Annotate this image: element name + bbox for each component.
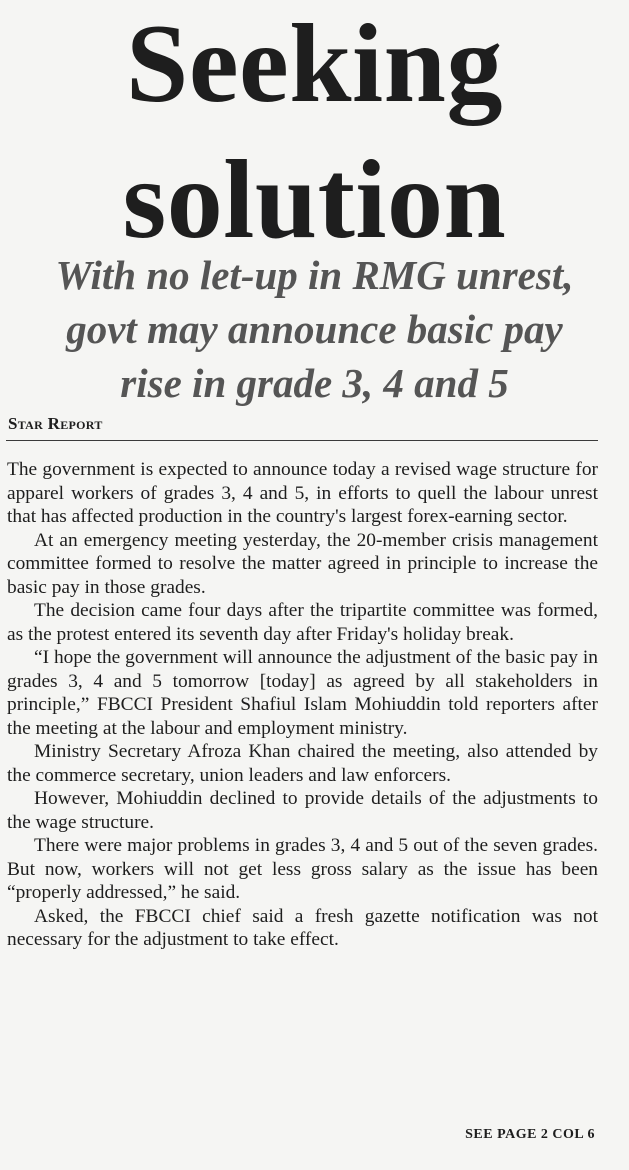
- article-body: [7, 458, 598, 952]
- article-paragraph: The decision came four days after the tripartite committee was formed, as the protest entered its seventh day after Friday's holiday break.: [7, 600, 598, 645]
- article-paragraph: “I hope the government will announce the adjustment of the basic pay in grades 3, 4 and 5 tomorrow [today] as agreed by all stakeholders in principle,” FBCCI President Shafiul Islam Mohiuddin told reporters after the meeting at the labour and employment ministry.: [7, 647, 598, 739]
- continuation-note: SEE PAGE 2 COL 6: [465, 1127, 595, 1142]
- byline: Star Report: [8, 414, 103, 433]
- article-paragraph: However, Mohiuddin declined to provide details of the adjustments to the wage structure.: [7, 788, 598, 833]
- article-paragraph: There were major problems in grades 3, 4 and 5 out of the seven grades. But now, workers will not get less gross salary as the issue has been “properly addressed,” he said.: [7, 835, 598, 903]
- subheadline-line-1: With no let-up in RMG unrest,: [55, 252, 574, 298]
- headline-line-1: Seeking: [126, 2, 503, 126]
- article-paragraph: At an emergency meeting yesterday, the 20-member crisis management committee formed to resolve the matter agreed in principle to increase the basic pay in those grades.: [7, 529, 598, 598]
- byline-divider: [6, 440, 598, 441]
- article-paragraph: Ministry Secretary Afroza Khan chaired the meeting, also attended by the commerce secretary, union leaders and law enforcers.: [7, 741, 598, 786]
- headline-line-2: solution: [122, 138, 507, 262]
- subheadline-line-3: rise in grade 3, 4 and 5: [120, 360, 509, 406]
- subheadline-line-2: govt may announce basic pay: [66, 306, 563, 352]
- article-paragraph: Asked, the FBCCI chief said a fresh gazette notification was not necessary for the adjustment to take effect.: [7, 905, 598, 950]
- article-paragraph: The government is expected to announce today a revised wage structure for apparel workers of grades 3, 4 and 5, in efforts to quell the labour unrest that has affected production in the country's largest forex-earning sector.: [7, 459, 598, 527]
